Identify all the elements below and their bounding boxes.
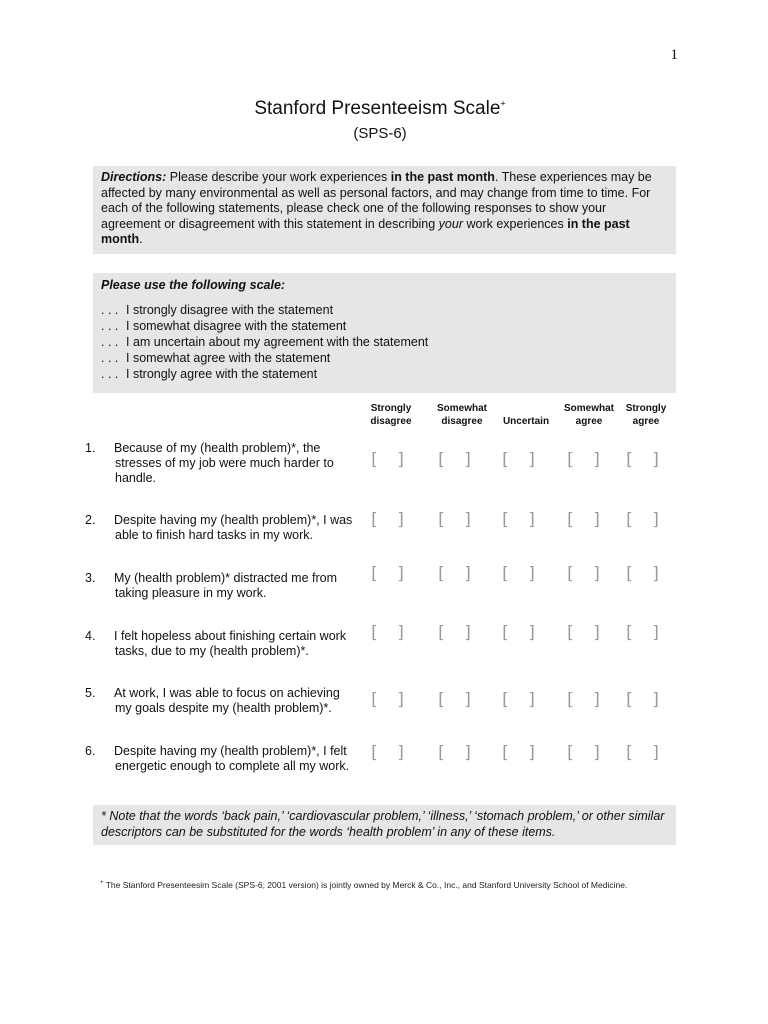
question-number: 3. bbox=[85, 571, 96, 585]
checkbox-q2-strongly-disagree[interactable]: [ ] bbox=[371, 510, 411, 530]
checkbox-q1-strongly-agree[interactable]: [ ] bbox=[626, 450, 666, 470]
question-text: Despite having my (health problem)*, I was able to finish hard tasks in my work. bbox=[114, 513, 353, 542]
question-text: Despite having my (health problem)*, I felt energetic enough to complete all my work. bbox=[114, 744, 350, 773]
checkbox-q3-uncertain[interactable]: [ ] bbox=[502, 564, 542, 584]
scale-item-label: I somewhat disagree with the statement bbox=[126, 319, 347, 333]
checkbox-q2-somewhat-agree[interactable]: [ ] bbox=[567, 510, 607, 530]
checkbox-q2-strongly-agree[interactable]: [ ] bbox=[626, 510, 666, 530]
scale-dots: . . . bbox=[101, 367, 119, 381]
footnote-text: The Stanford Presenteesim Scale (SPS-6; 2001 version) is jointly owned by Merck & Co., Inc., and Stanford University School of Medicine. bbox=[103, 880, 628, 890]
column-header-line2: Uncertain bbox=[502, 415, 550, 427]
checkbox-q2-somewhat-disagree[interactable]: [ ] bbox=[438, 510, 478, 530]
scale-item bbox=[101, 302, 668, 318]
checkbox-q4-strongly-agree[interactable]: [ ] bbox=[626, 623, 666, 643]
column-header-line2: disagree bbox=[441, 415, 483, 427]
scale-item bbox=[101, 334, 668, 350]
question-text: Because of my (health problem)*, the stresses of my job were much harder to handle. bbox=[114, 441, 334, 485]
question-3 bbox=[85, 571, 355, 601]
footnote bbox=[100, 880, 627, 890]
checkbox-q6-somewhat-agree[interactable]: [ ] bbox=[567, 743, 607, 763]
question-6 bbox=[85, 744, 355, 774]
question-text: At work, I was able to focus on achieving my goals despite my (health problem)*. bbox=[114, 686, 340, 715]
checkbox-q3-somewhat-disagree[interactable]: [ ] bbox=[438, 564, 478, 584]
footnote-mark: + bbox=[100, 880, 104, 887]
question-4 bbox=[85, 629, 355, 659]
column-header-strongly-agree bbox=[611, 403, 681, 428]
column-header-somewhat-disagree bbox=[427, 403, 497, 428]
question-text: I felt hopeless about finishing certain work tasks, due to my (health problem)*. bbox=[114, 629, 347, 658]
checkbox-q4-uncertain[interactable]: [ ] bbox=[502, 623, 542, 643]
column-header-line2: agree bbox=[632, 415, 660, 427]
directions-box bbox=[93, 166, 676, 254]
column-header-line1: Somewhat bbox=[436, 403, 487, 414]
checkbox-q6-strongly-disagree[interactable]: [ ] bbox=[371, 743, 411, 763]
scale-box bbox=[93, 273, 676, 393]
scale-dots: . . . bbox=[101, 335, 119, 349]
directions-bold-1: in the past month bbox=[390, 170, 495, 184]
checkbox-q3-strongly-disagree[interactable]: [ ] bbox=[371, 564, 411, 584]
question-number: 4. bbox=[85, 629, 96, 643]
scale-item bbox=[101, 318, 668, 334]
directions-text-2: . These experiences may be affected by many environmental as well as personal factors, and may change from time to time. For each of the following statements, please check one of the following responses to show your agreement or disagreement with this statement in describing bbox=[101, 170, 652, 231]
page-number: 1 bbox=[670, 47, 678, 63]
scale-dots: . . . bbox=[101, 319, 119, 333]
checkbox-q6-uncertain[interactable]: [ ] bbox=[502, 743, 542, 763]
checkbox-q1-uncertain[interactable]: [ ] bbox=[502, 450, 542, 470]
scale-item bbox=[101, 350, 668, 366]
column-header-line2: agree bbox=[575, 415, 603, 427]
checkbox-q5-somewhat-disagree[interactable]: [ ] bbox=[438, 690, 478, 710]
question-number: 6. bbox=[85, 744, 96, 758]
column-header-line1: Strongly bbox=[625, 403, 667, 414]
question-5 bbox=[85, 686, 355, 716]
question-number: 2. bbox=[85, 513, 96, 527]
checkbox-q3-strongly-agree[interactable]: [ ] bbox=[626, 564, 666, 584]
scale-dots: . . . bbox=[101, 351, 119, 365]
scale-item-label: I am uncertain about my agreement with the statement bbox=[126, 335, 429, 349]
checkbox-q1-somewhat-agree[interactable]: [ ] bbox=[567, 450, 607, 470]
column-header-uncertain bbox=[491, 403, 561, 428]
directions-text-1: Please describe your work experiences bbox=[166, 170, 391, 184]
directions-italic: your bbox=[438, 216, 463, 231]
title-text: Stanford Presenteeism Scale bbox=[254, 98, 501, 119]
scale-dots: . . . bbox=[101, 303, 119, 317]
checkbox-q5-somewhat-agree[interactable]: [ ] bbox=[567, 690, 607, 710]
question-1 bbox=[85, 441, 355, 486]
checkbox-q1-strongly-disagree[interactable]: [ ] bbox=[371, 450, 411, 470]
column-header-line1: Somewhat bbox=[563, 403, 614, 414]
checkbox-q6-strongly-agree[interactable]: [ ] bbox=[626, 743, 666, 763]
note-box: * Note that the words ‘back pain,’ ‘cardiovascular problem,’ ‘illness,’ ‘stomach problem,’ or other similar descriptors can be substituted for the words ‘health problem’ in any of these items. bbox=[93, 805, 676, 845]
column-header-line1: Strongly bbox=[370, 403, 412, 414]
checkbox-q2-uncertain[interactable]: [ ] bbox=[502, 510, 542, 530]
checkbox-q4-strongly-disagree[interactable]: [ ] bbox=[371, 623, 411, 643]
column-header-line1 bbox=[491, 403, 561, 416]
column-header-strongly-disagree bbox=[356, 403, 426, 428]
directions-label: Directions: bbox=[101, 170, 167, 184]
directions-text-3: work experiences bbox=[463, 216, 568, 231]
scale-item-label: I strongly agree with the statement bbox=[126, 367, 318, 381]
column-header-line2: disagree bbox=[370, 415, 412, 427]
checkbox-q3-somewhat-agree[interactable]: [ ] bbox=[567, 564, 607, 584]
title-mark: + bbox=[500, 98, 506, 109]
question-number: 1. bbox=[85, 441, 96, 455]
question-number: 5. bbox=[85, 686, 96, 700]
question-2 bbox=[85, 513, 355, 543]
checkbox-q5-strongly-disagree[interactable]: [ ] bbox=[371, 690, 411, 710]
page-subtitle: (SPS-6) bbox=[353, 125, 407, 142]
scale-title: Please use the following scale: bbox=[101, 278, 286, 292]
directions-text-4: . bbox=[139, 232, 143, 247]
page-title bbox=[0, 98, 760, 120]
checkbox-q4-somewhat-agree[interactable]: [ ] bbox=[567, 623, 607, 643]
scale-item bbox=[101, 366, 668, 382]
checkbox-q5-strongly-agree[interactable]: [ ] bbox=[626, 690, 666, 710]
checkbox-q6-somewhat-disagree[interactable]: [ ] bbox=[438, 743, 478, 763]
checkbox-q4-somewhat-disagree[interactable]: [ ] bbox=[438, 623, 478, 643]
scale-item-label: I strongly disagree with the statement bbox=[126, 303, 334, 317]
checkbox-q1-somewhat-disagree[interactable]: [ ] bbox=[438, 450, 478, 470]
directions-bold-2: in the past month bbox=[101, 216, 630, 247]
scale-item-label: I somewhat agree with the statement bbox=[126, 351, 331, 365]
checkbox-q5-uncertain[interactable]: [ ] bbox=[502, 690, 542, 710]
question-text: My (health problem)* distracted me from taking pleasure in my work. bbox=[114, 571, 337, 600]
